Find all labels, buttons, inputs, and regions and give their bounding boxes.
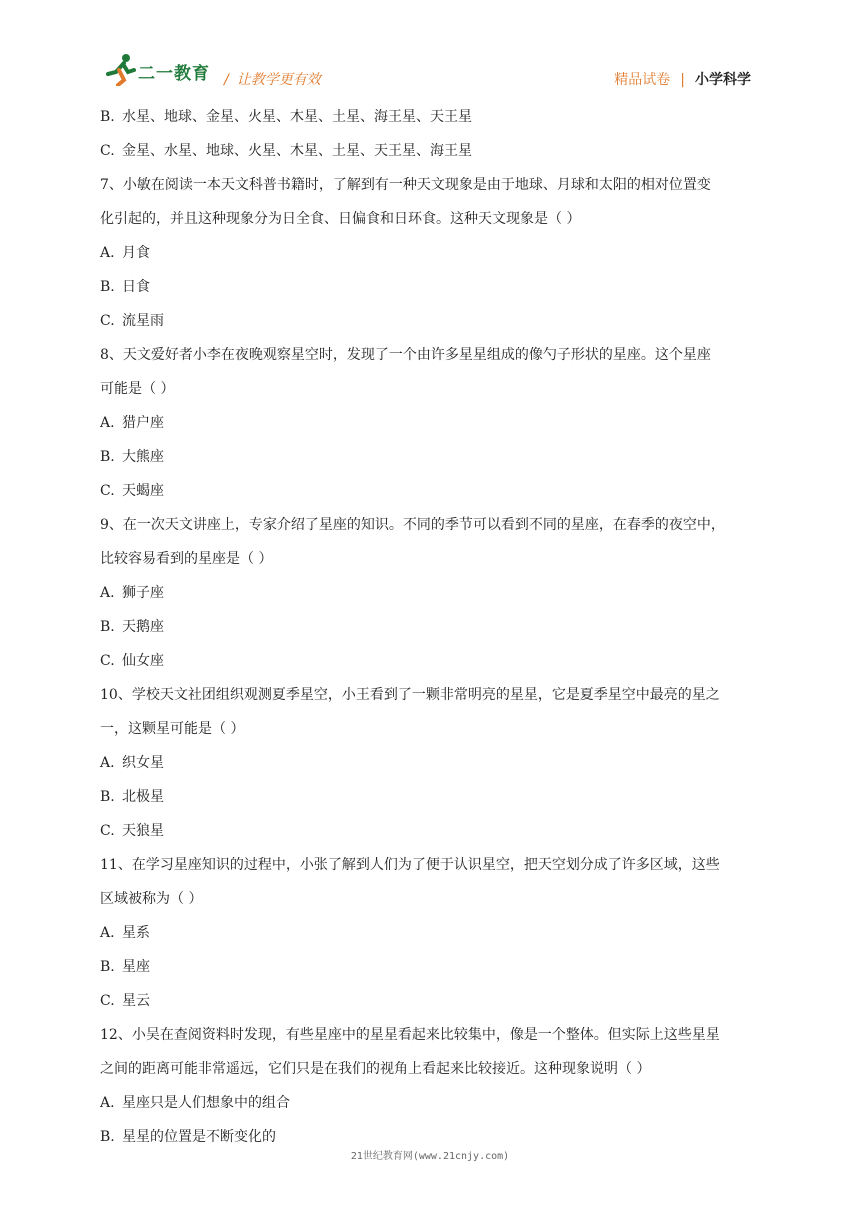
option-text: 天鹅座 [122,619,164,635]
question-7-option-c [100,304,760,338]
slogan [224,69,321,89]
question-11-line-1: 11、在学习星座知识的过程中，小张了解到人们为了便于认识星空，把天空划分成了许多区域，这些 [100,857,720,873]
option-text: 星云 [122,993,150,1009]
question-11-option-b [100,950,760,984]
option-letter: A. [100,415,115,431]
question-11-line-2: 区域被称为（ ） [100,891,203,907]
page-header [0,0,860,100]
option-text: 星系 [122,925,150,941]
question-9-option-b [100,610,760,644]
question-11-option-a [100,916,760,950]
option-letter: C. [100,143,115,159]
logo [104,52,216,86]
question-7-option-b [100,270,760,304]
question-10-option-c [100,814,760,848]
question-7-line-1: 7、小敏在阅读一本天文科普书籍时，了解到有一种天文现象是由于地球、月球和太阳的相对位置变 [100,177,711,193]
question-8-line-1: 8、天文爱好者小李在夜晚观察星空时，发现了一个由许多星星组成的像勺子形状的星座。这个星座 [100,347,711,363]
option-text: 狮子座 [122,585,164,601]
question-8-option-a [100,406,760,440]
option-text: 天狼星 [122,823,164,839]
question-8-option-b [100,440,760,474]
option-text: 北极星 [122,789,164,805]
header-divider: | [680,72,685,88]
option-letter: C. [100,653,115,669]
option-letter: A. [100,245,115,261]
question-10-line-1: 10、学校天文社团组织观测夏季星空，小王看到了一颗非常明亮的星星，它是夏季星空中最亮的星之 [100,687,720,703]
subject-tag: 小学科学 [695,72,751,88]
option-text: 猎户座 [122,415,164,431]
question-9-line-1: 9、在一次天文讲座上，专家介绍了星座的知识。不同的季节可以看到不同的星座，在春季的夜空中， [100,517,725,533]
option-text: 大熊座 [122,449,164,465]
slogan-text: 让教学更有效 [236,72,321,88]
option-letter: A. [100,585,115,601]
question-11-option-c [100,984,760,1018]
option-letter: A. [100,755,115,771]
option-b [100,100,760,134]
option-c [100,134,760,168]
option-letter: C. [100,483,115,499]
question-7-line-2: 化引起的，并且这种现象分为日全食、日偏食和日环食。这种天文现象是（ ） [100,211,581,227]
question-9-line-2: 比较容易看到的星座是（ ） [100,551,273,567]
question-content [100,100,760,1154]
option-text: 星星的位置是不断变化的 [122,1129,276,1145]
option-text: 水星、地球、金星、火星、木星、土星、海王星、天王星 [122,109,472,125]
option-letter: A. [100,1095,115,1111]
option-letter: B. [100,279,115,295]
option-letter: A. [100,925,115,941]
option-letter: B. [100,789,115,805]
running-figure-icon [104,52,138,86]
option-letter: B. [100,449,115,465]
question-12-line-1: 12、小吴在查阅资料时发现，有些星座中的星星看起来比较集中，像是一个整体。但实际上这些星星 [100,1027,720,1043]
option-letter: B. [100,1129,115,1145]
question-7-option-a [100,236,760,270]
header-tags [614,69,751,89]
option-text: 星座 [122,959,150,975]
option-text: 金星、水星、地球、火星、木星、土星、天王星、海王星 [122,143,472,159]
question-9-option-c [100,644,760,678]
question-8-option-c [100,474,760,508]
question-10-option-a [100,746,760,780]
option-letter: B. [100,109,115,125]
option-text: 日食 [122,279,150,295]
option-text: 月食 [122,245,150,261]
option-text: 天蝎座 [122,483,164,499]
option-letter: B. [100,619,115,635]
question-8-line-2: 可能是（ ） [100,381,175,397]
option-letter: C. [100,823,115,839]
question-10-line-2: 一，这颗星可能是（ ） [100,721,245,737]
question-12-option-a [100,1086,760,1120]
option-text: 织女星 [122,755,164,771]
question-10-option-b [100,780,760,814]
question-9-option-a [100,576,760,610]
option-letter: C. [100,993,115,1009]
option-text: 星座只是人们想象中的组合 [122,1095,290,1111]
premium-tag: 精品试卷 [614,72,671,88]
logo-text: 二一教育 [138,64,210,84]
option-letter: C. [100,313,115,329]
option-text: 仙女座 [122,653,164,669]
slogan-slash: / [224,72,229,88]
question-12-line-2: 之间的距离可能非常遥远，它们只是在我们的视角上看起来比较接近。这种现象说明（ ） [100,1061,651,1077]
page-footer: 21世纪教育网(www.21cnjy.com) [350,1151,510,1162]
option-text: 流星雨 [122,313,164,329]
option-letter: B. [100,959,115,975]
